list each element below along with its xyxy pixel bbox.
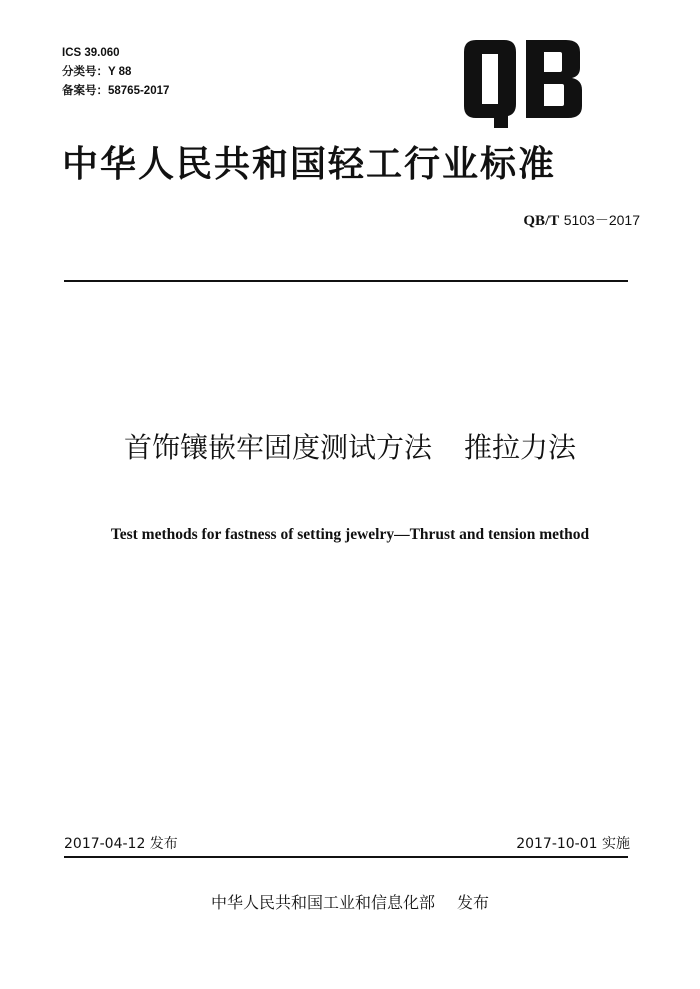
- top-divider: [64, 280, 628, 282]
- standard-number-prefix: QB/T: [523, 213, 560, 229]
- issuer-name: 中华人民共和国工业和信息化部: [210, 893, 435, 912]
- issuer: [0, 890, 700, 913]
- title-english: Test methods for fastness of setting jewelry—Thrust and tension method: [110, 526, 590, 543]
- standard-number: [523, 210, 640, 230]
- header-meta: [62, 44, 169, 101]
- classification-code: 分类号：Y 88: [62, 66, 132, 78]
- standard-type-heading: 中华人民共和国轻工行业标准: [62, 144, 557, 185]
- filing-number: 备案号：58765-2017: [62, 85, 170, 97]
- issue-date: 2017-04-12 发布: [64, 836, 178, 852]
- implementation-date: 2017-10-01 实施: [516, 836, 630, 852]
- standard-number-value: 5103－2017: [563, 212, 640, 228]
- title-chinese-sub: 推拉力法: [464, 431, 577, 464]
- bottom-divider: [64, 856, 628, 858]
- title-chinese: [0, 428, 700, 468]
- title-chinese-main: 首饰镶嵌牢固度测试方法: [123, 431, 432, 464]
- issuer-action: 发布: [457, 893, 490, 912]
- qb-logo: [456, 34, 588, 130]
- ics-code: ICS 39.060: [62, 47, 120, 59]
